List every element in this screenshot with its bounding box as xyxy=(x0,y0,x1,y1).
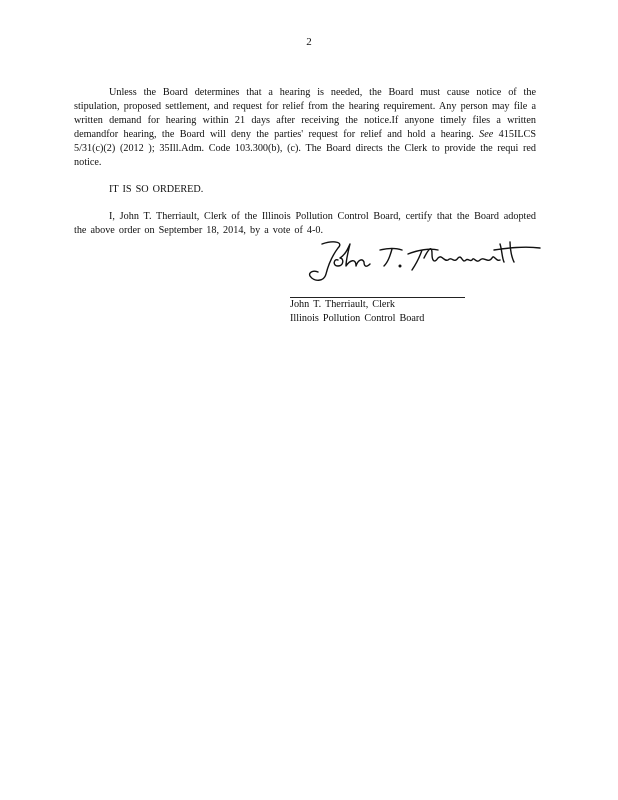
clerk-certification: I, John T. Therriault, Clerk of the Illinois Pollution Control Board, certify that the Board adopted the above order on September 18, 2014, by a vote of 4-0. xyxy=(74,211,536,236)
ordered-statement: IT IS SO ORDERED. xyxy=(109,184,204,195)
clerk-organization: Illinois Pollution Control Board xyxy=(290,313,425,324)
see-citation-signal: See xyxy=(479,129,494,140)
page-number: 2 xyxy=(306,36,312,48)
clerk-name-title: John T. Therriault, Clerk xyxy=(290,299,395,310)
body-text-part1: Unless the Board determines that a hearing is needed, the Board must cause notice of the stipulation, proposed settlement, and request for relief from the hearing requirement. Any person may file a written demand for hearing within 21 days after receiving the notice.If anyone timely files a written demandfor hearing, the Board will deny the parties' request for relief and hold a hearing. xyxy=(74,87,536,140)
body-text-part2: 415ILCS 5/31(c)(2) (2012 ); 35Ill.Adm. Code 103.300(b), (c). The Board directs the Clerk to provide the requi red notice. xyxy=(74,129,537,168)
handwritten-signature xyxy=(304,236,544,286)
body-paragraph xyxy=(74,86,536,170)
clerk-signature-block xyxy=(290,298,424,326)
